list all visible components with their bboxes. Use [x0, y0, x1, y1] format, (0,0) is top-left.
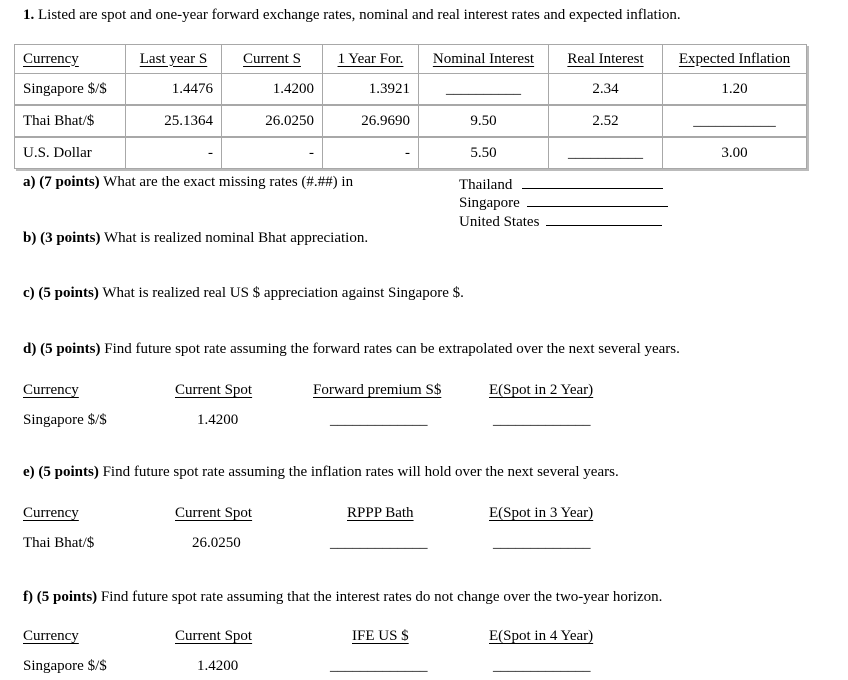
- header-last-year-s: Last year S: [139, 50, 208, 67]
- cell-last-year-s: 25.1364: [126, 105, 222, 137]
- header-currency: Currency: [23, 50, 79, 67]
- country-label: United States: [459, 214, 540, 230]
- question-f: [23, 589, 662, 606]
- header-current-s: Current S: [243, 50, 301, 67]
- table-row: [15, 74, 807, 106]
- cell-last-year-s: -: [126, 137, 222, 169]
- cell-nominal-interest-blank: __________: [419, 74, 549, 106]
- answer-thailand: [459, 174, 663, 194]
- cell-current-s: -: [222, 137, 323, 169]
- question-e: [23, 464, 619, 481]
- qf-header-current-spot: Current Spot: [175, 628, 253, 644]
- question-b-label: b) (3 points): [23, 230, 101, 246]
- cell-one-year-forward: 26.9690: [323, 105, 419, 137]
- qf-cell-current-spot: 1.4200: [197, 658, 239, 674]
- cell-one-year-forward: -: [323, 137, 419, 169]
- header-real-interest: Real Interest: [567, 50, 644, 67]
- qf-cell-currency: Singapore $/$: [23, 658, 107, 674]
- header-expected-inflation: Expected Inflation: [678, 50, 791, 67]
- question-d-text: Find future spot rate assuming the forward rates can be extrapolated over the next several years.: [104, 341, 680, 357]
- qf-header-currency: Currency: [23, 628, 79, 644]
- qe-cell-current-spot: 26.0250: [192, 535, 241, 551]
- question-f-text: Find future spot rate assuming that the interest rates do not change over the two-year horizon.: [100, 589, 663, 605]
- qf-answer-blank[interactable]: _____________: [493, 658, 591, 674]
- question-b: [23, 230, 368, 247]
- question-c-text: What is realized real US $ appreciation against Singapore $.: [102, 285, 464, 301]
- country-label: Thailand: [459, 177, 513, 193]
- qd-header-current-spot: Current Spot: [175, 382, 253, 398]
- problem-intro-text: Listed are spot and one-year forward exchange rates, nominal and real interest rates and expected inflation.: [38, 7, 681, 23]
- qe-header-currency: Currency: [23, 505, 79, 521]
- qd-header-expected-spot: E(Spot in 2 Year): [489, 382, 594, 398]
- cell-real-interest: 2.34: [549, 74, 663, 106]
- cell-expected-inflation-blank: ___________: [663, 105, 807, 137]
- cell-last-year-s: 1.4476: [126, 74, 222, 106]
- problem-intro: [23, 7, 681, 24]
- qd-answer-blank[interactable]: _____________: [493, 412, 591, 428]
- header-one-year-forward: 1 Year For.: [337, 50, 404, 67]
- qf-header-ife: IFE US $: [352, 628, 409, 644]
- qd-cell-currency: Singapore $/$: [23, 412, 107, 428]
- question-a: [23, 174, 353, 191]
- cell-expected-inflation: 3.00: [663, 137, 807, 169]
- table-row: [15, 105, 807, 137]
- question-f-label: f) (5 points): [23, 589, 98, 605]
- qe-answer-blank[interactable]: _____________: [493, 535, 591, 551]
- country-label: Singapore: [459, 195, 520, 211]
- cell-expected-inflation: 1.20: [663, 74, 807, 106]
- answer-blank[interactable]: [546, 211, 662, 226]
- header-nominal-interest: Nominal Interest: [432, 50, 535, 67]
- answer-blank[interactable]: [527, 192, 668, 207]
- qe-answer-blank[interactable]: _____________: [330, 535, 428, 551]
- question-c-label: c) (5 points): [23, 285, 99, 301]
- question-a-label: a) (7 points): [23, 174, 100, 190]
- qd-cell-current-spot: 1.4200: [197, 412, 239, 428]
- answer-singapore: [459, 192, 668, 212]
- qe-header-current-spot: Current Spot: [175, 505, 253, 521]
- cell-real-interest: 2.52: [549, 105, 663, 137]
- cell-one-year-forward: 1.3921: [323, 74, 419, 106]
- qe-cell-currency: Thai Bhat/$: [23, 535, 95, 551]
- cell-currency: U.S. Dollar: [15, 137, 126, 169]
- qd-header-currency: Currency: [23, 382, 79, 398]
- cell-real-interest-blank: __________: [549, 137, 663, 169]
- problem-number: 1.: [23, 7, 35, 23]
- cell-nominal-interest: 9.50: [419, 105, 549, 137]
- cell-current-s: 26.0250: [222, 105, 323, 137]
- cell-current-s: 1.4200: [222, 74, 323, 106]
- question-e-label: e) (5 points): [23, 464, 99, 480]
- question-a-text: What are the exact missing rates (#.##) in: [103, 174, 354, 190]
- qf-answer-blank[interactable]: _____________: [330, 658, 428, 674]
- answer-united-states: [459, 211, 662, 231]
- question-d: [23, 341, 680, 358]
- qf-header-expected-spot: E(Spot in 4 Year): [489, 628, 594, 644]
- question-c: [23, 285, 464, 302]
- cell-nominal-interest: 5.50: [419, 137, 549, 169]
- table-header-row: [15, 45, 807, 74]
- qe-header-rppp: RPPP Bath: [347, 505, 414, 521]
- qd-header-forward-premium: Forward premium S$: [313, 382, 442, 398]
- table-row: [15, 137, 807, 169]
- question-d-label: d) (5 points): [23, 341, 101, 357]
- cell-currency: Singapore $/$: [15, 74, 126, 106]
- question-b-text: What is realized nominal Bhat appreciation.: [104, 230, 369, 246]
- qe-header-expected-spot: E(Spot in 3 Year): [489, 505, 594, 521]
- qd-answer-blank[interactable]: _____________: [330, 412, 428, 428]
- rates-table: [14, 44, 807, 169]
- answer-blank[interactable]: [522, 174, 663, 189]
- question-e-text: Find future spot rate assuming the inflation rates will hold over the next several years.: [102, 464, 619, 480]
- cell-currency: Thai Bhat/$: [15, 105, 126, 137]
